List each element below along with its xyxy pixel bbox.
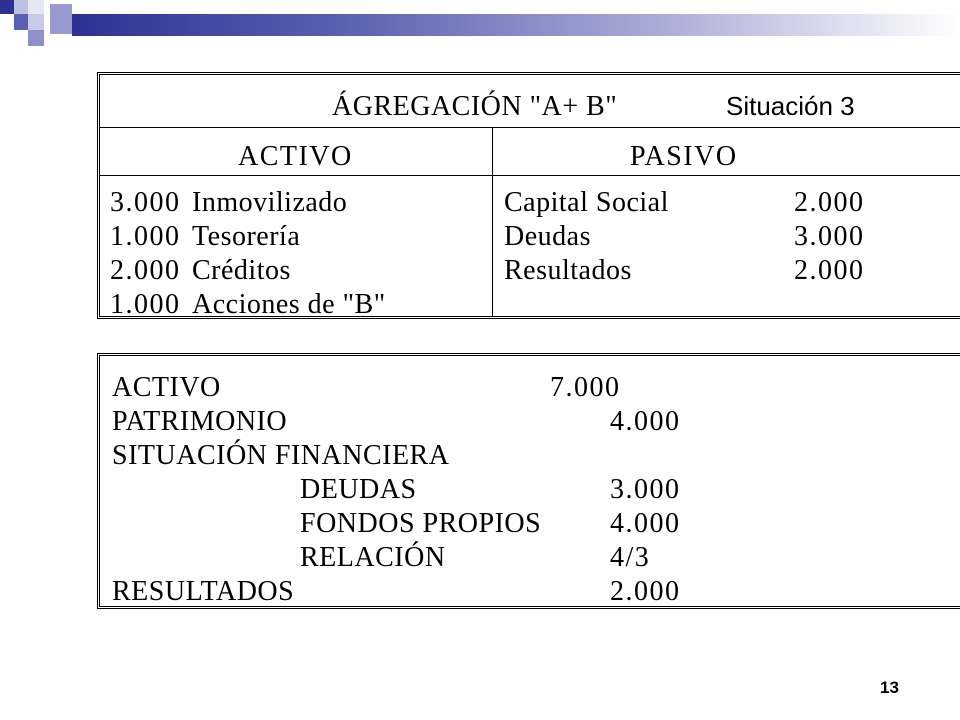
summary-label: RESULTADOS bbox=[112, 576, 295, 607]
decor-square bbox=[0, 0, 14, 14]
pasivo-label: Capital Social bbox=[504, 187, 669, 218]
activo-header: ACTIVO bbox=[238, 141, 353, 172]
decor-square bbox=[14, 14, 28, 30]
summary-value: 7.000 bbox=[550, 372, 621, 403]
pasivo-amount: 2.000 bbox=[794, 187, 865, 218]
summary-label: SITUACIÓN FINANCIERA bbox=[112, 440, 450, 471]
summary-label: RELACIÓN bbox=[300, 542, 446, 573]
activo-amount: 1.000 bbox=[110, 221, 181, 252]
summary-label: FONDOS PROPIOS bbox=[300, 508, 542, 539]
summary-value: 4.000 bbox=[610, 508, 681, 539]
pasivo-header: PASIVO bbox=[630, 141, 738, 172]
summary-table bbox=[97, 353, 960, 609]
activo-amount: 2.000 bbox=[110, 255, 181, 286]
balance-title: ÁGREGACIÓN "A+ B" bbox=[332, 91, 618, 122]
decor-square bbox=[28, 30, 44, 46]
column-divider bbox=[492, 127, 493, 316]
summary-label: ACTIVO bbox=[112, 372, 221, 403]
pasivo-amount: 3.000 bbox=[794, 221, 865, 252]
decor-square bbox=[28, 0, 44, 14]
summary-value: 2.000 bbox=[610, 576, 681, 607]
pasivo-label: Deudas bbox=[504, 221, 591, 252]
activo-label: Créditos bbox=[192, 255, 291, 286]
balance-header-row bbox=[100, 127, 960, 176]
balance-table bbox=[97, 72, 960, 319]
decor-square bbox=[28, 14, 44, 30]
gradient-bar bbox=[72, 14, 960, 36]
summary-label: PATRIMONIO bbox=[112, 406, 288, 437]
summary-value: 4/3 bbox=[610, 542, 651, 573]
pasivo-label: Resultados bbox=[504, 255, 632, 286]
pasivo-amount: 2.000 bbox=[794, 255, 865, 286]
activo-amount: 1.000 bbox=[110, 289, 181, 320]
page-number: 13 bbox=[880, 678, 899, 697]
activo-amount: 3.000 bbox=[110, 187, 181, 218]
summary-value: 4.000 bbox=[610, 406, 681, 437]
decor-square bbox=[14, 0, 28, 14]
activo-label: Tesorería bbox=[192, 221, 301, 252]
summary-label: DEUDAS bbox=[300, 474, 417, 505]
decor-square bbox=[50, 4, 72, 34]
activo-label: Acciones de "B" bbox=[192, 289, 386, 320]
situation-label: Situación 3 bbox=[726, 91, 855, 121]
header-decoration bbox=[0, 0, 960, 50]
summary-value: 3.000 bbox=[610, 474, 681, 505]
activo-label: Inmovilizado bbox=[192, 187, 348, 218]
balance-title-row bbox=[100, 75, 960, 128]
